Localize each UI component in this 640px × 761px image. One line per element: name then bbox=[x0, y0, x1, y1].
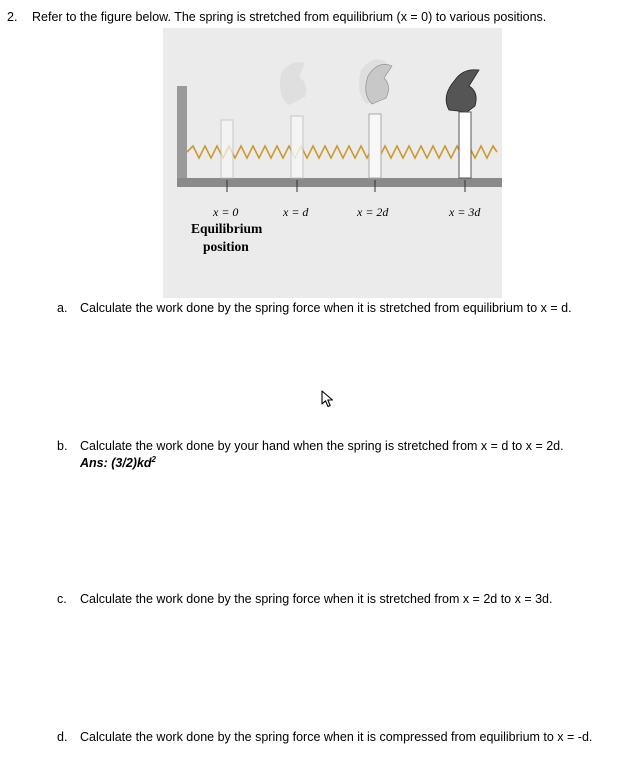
spring-illustration bbox=[163, 28, 502, 298]
spring-figure bbox=[163, 28, 502, 298]
part-b-text: Calculate the work done by your hand when the spring is stretched from x = d to x = 2d. bbox=[80, 439, 564, 453]
label-x2d: x = 2d bbox=[357, 205, 389, 219]
hand-icon bbox=[446, 70, 479, 112]
part-b-answer-sup: 2 bbox=[151, 455, 156, 464]
position-label: position bbox=[203, 239, 249, 254]
wall bbox=[177, 86, 187, 186]
label-xd: x = d bbox=[283, 205, 309, 219]
part-d-letter: d. bbox=[57, 730, 68, 744]
question-prompt: Refer to the figure below. The spring is stretched from equilibrium (x = 0) to various positions. bbox=[32, 10, 547, 24]
mouse-pointer-icon bbox=[321, 390, 335, 411]
question-number: 2. bbox=[7, 10, 18, 24]
block-x3d bbox=[459, 112, 471, 178]
equilibrium-label: Equilibrium bbox=[191, 221, 263, 236]
part-c-letter: c. bbox=[57, 592, 67, 606]
label-x3d: x = 3d bbox=[449, 205, 481, 219]
part-b-letter: b. bbox=[57, 439, 68, 453]
label-x0: x = 0 bbox=[213, 205, 239, 219]
part-a-text: Calculate the work done by the spring force when it is stretched from equilibrium to x = d. bbox=[80, 301, 572, 315]
floor bbox=[177, 178, 502, 187]
block-x2d bbox=[369, 114, 381, 178]
block-x0 bbox=[221, 120, 233, 178]
part-b-answer-text: Ans: (3/2)kd bbox=[80, 456, 152, 471]
part-c-text: Calculate the work done by the spring force when it is stretched from x = 2d to x = 3d. bbox=[80, 592, 553, 606]
block-xd bbox=[291, 116, 303, 178]
part-a-letter: a. bbox=[57, 301, 68, 315]
part-b-answer bbox=[80, 455, 156, 470]
part-d-text: Calculate the work done by the spring force when it is compressed from equilibrium to x = -d. bbox=[80, 730, 593, 744]
